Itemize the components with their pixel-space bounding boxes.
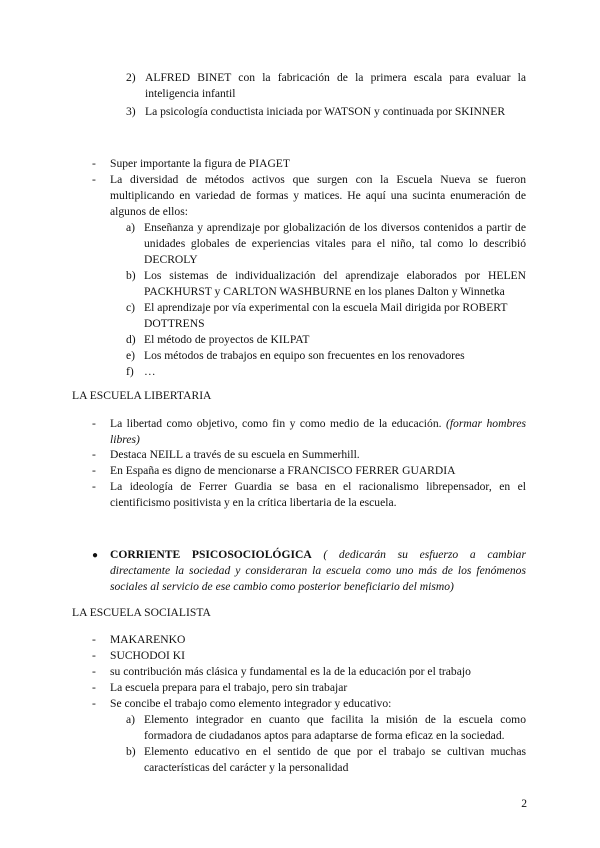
item-text: La ideología de Ferrer Guardia se basa en el racionalismo librepensador, en el cientificismo positivista y en la crítica libertaria de la escuela.	[110, 480, 526, 509]
dash-item-makarenko	[92, 632, 526, 648]
dash-item-ferrer	[92, 463, 526, 479]
item-text: Enseñanza y aprendizaje por globalización de los diversos contenidos a partir de unidades globales de experiencias vitales para el niño, tal como lo describió DECROLY	[144, 221, 526, 266]
socialista-sub-item-b	[126, 744, 526, 776]
corriente-description: ( dedicarán su esfuerzo a cambiar directamente la sociedad y consideraran la escuela como uno más de los fenómenos sociales al servicio de ese cambio como posterior beneficiario del mismo)	[110, 548, 526, 593]
corriente-text-wrapper	[110, 547, 526, 595]
dash-item-neill	[92, 447, 526, 463]
item-marker: c)	[126, 301, 136, 314]
sub-item-d	[126, 332, 526, 348]
item-text: ALFRED BINET con la fabricación de la primera escala para evaluar la inteligencia infantil	[145, 71, 526, 100]
page-number: 2	[521, 797, 527, 810]
item-marker: 2)	[126, 71, 136, 84]
item-text: Super importante la figura de PIAGET	[110, 157, 290, 170]
dash-marker: -	[92, 697, 96, 710]
item-text: Elemento educativo en el sentido de que por el trabajo se cultivan muchas características del carácter y la personalidad	[144, 745, 526, 774]
dash-marker: -	[92, 480, 96, 493]
dash-item-contribucion	[92, 664, 526, 680]
item-text: …	[144, 365, 156, 378]
sub-item-f	[126, 364, 526, 380]
item-marker: a)	[126, 221, 136, 234]
sub-item-c	[126, 300, 526, 332]
item-marker: d)	[126, 333, 136, 346]
numbered-item-2	[126, 70, 526, 102]
item-text: El método de proyectos de KILPAT	[144, 333, 310, 346]
dash-marker: -	[92, 649, 96, 662]
item-text: En España es digno de mencionarse a FRANCISCO FERRER GUARDIA	[110, 464, 456, 477]
item-text: La escuela prepara para el trabajo, pero sin trabajar	[110, 681, 348, 694]
corriente-psicosociologica	[92, 547, 526, 595]
section-heading-socialista: LA ESCUELA SOCIALISTA	[72, 606, 211, 619]
dash-marker: -	[92, 417, 96, 430]
sub-item-a	[126, 220, 526, 268]
sub-item-e	[126, 348, 526, 364]
item-text: El aprendizaje por vía experimental con la escuela Mail dirigida por ROBERT DOTTRENS	[144, 301, 508, 330]
item-marker: b)	[126, 269, 136, 282]
dash-marker: -	[92, 633, 96, 646]
corriente-title: CORRIENTE PSICOSOCIOLÓGICA	[110, 548, 312, 561]
item-text: La diversidad de métodos activos que surgen con la Escuela Nueva se fueron multiplicando en variedad de formas y matices. He aquí una sucinta enumeración de algunos de ellos:	[110, 173, 526, 218]
item-marker: b)	[126, 745, 136, 758]
item-marker: e)	[126, 349, 136, 362]
dash-marker: -	[92, 681, 96, 694]
numbered-item-3	[126, 104, 526, 120]
dash-item-metodos	[92, 172, 526, 220]
item-marker: 3)	[126, 105, 136, 118]
dash-marker: -	[92, 665, 96, 678]
item-text: Se concibe el trabajo como elemento integrador y educativo:	[110, 697, 392, 710]
item-text: Los sistemas de individualización del aprendizaje elaborados por HELEN PACKHURST y CARLTON WASHBURNE en los planes Dalton y Winnetka	[144, 269, 526, 298]
item-text: Destaca NEILL a través de su escuela en Summerhill.	[110, 448, 360, 461]
item-italic-note: (formar hombres libres)	[110, 417, 526, 446]
bullet-icon: ●	[92, 550, 99, 561]
dash-item-ideologia	[92, 479, 526, 511]
dash-item-suchodolski	[92, 648, 526, 664]
dash-item-libertad	[92, 416, 526, 448]
section-heading-libertaria: LA ESCUELA LIBERTARIA	[72, 389, 212, 402]
item-text: La psicología conductista iniciada por WATSON y continuada por SKINNER	[145, 105, 506, 118]
item-text: SUCHODOI KI	[110, 649, 186, 662]
dash-marker: -	[92, 464, 96, 477]
item-text-wrapper	[110, 416, 526, 448]
sub-item-b	[126, 268, 526, 300]
socialista-sub-item-a	[126, 712, 526, 744]
dash-item-concibe	[92, 696, 526, 712]
dash-marker: -	[92, 173, 96, 186]
item-text: Elemento integrador en cuanto que facilita la misión de la escuela como formadora de ciudadanos aptos para adaptarse de forma eficaz en la sociedad.	[144, 713, 526, 742]
item-marker: f)	[126, 365, 134, 378]
item-text: La libertad como objetivo, como fin y como medio de la educación.	[110, 417, 446, 430]
dash-marker: -	[92, 157, 96, 170]
item-marker: a)	[126, 713, 136, 726]
dash-item-piaget	[92, 156, 526, 172]
dash-item-prepara	[92, 680, 526, 696]
item-text: MAKARENKO	[110, 633, 186, 646]
item-text: Los métodos de trabajos en equipo son frecuentes en los renovadores	[144, 349, 465, 362]
dash-marker: -	[92, 448, 96, 461]
item-text: su contribución más clásica y fundamental es la de la educación por el trabajo	[110, 665, 471, 678]
